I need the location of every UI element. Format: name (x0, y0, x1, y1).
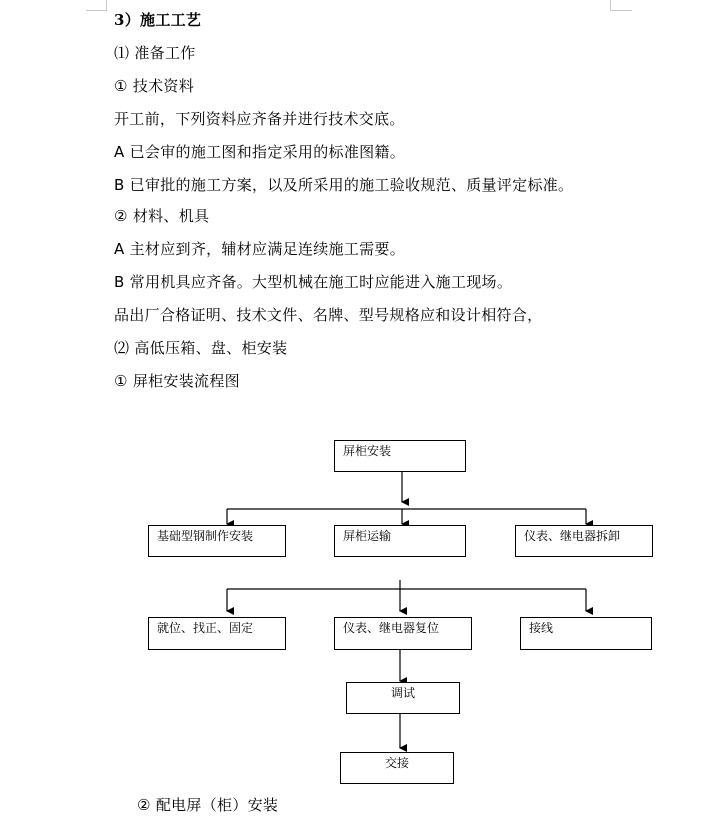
item-flowchart-title: ① 屏柜安装流程图 (114, 372, 240, 390)
item-tech-docs: ① 技术资料 (114, 77, 195, 95)
list-item-a-drawings: A 已会审的施工图和指定采用的标准图籍。 (114, 143, 406, 161)
section-heading: 3）施工工艺 (114, 11, 202, 29)
paragraph-intro: 开工前，下列资料应齐备并进行技术交底。 (114, 110, 405, 128)
item-switchgear-install: ② 配电屏（柜）安装 (137, 796, 279, 814)
flow-node-wiring: 接线 (520, 617, 652, 650)
flow-node-debug: 调试 (346, 682, 460, 714)
list-item-b-plan: B 已审批的施工方案，以及所采用的施工验收规范、质量评定标准。 (114, 176, 574, 194)
list-item-a-materials: A 主材应到齐，辅材应满足连续施工需要。 (114, 240, 406, 258)
flow-node-start: 屏柜安装 (334, 440, 466, 472)
flow-node-remove-instruments: 仪表、继电器拆卸 (515, 525, 653, 557)
list-item-b-tools: B 常用机具应齐备。大型机械在施工时应能进入施工现场。 (114, 273, 513, 291)
flow-node-handover: 交接 (340, 752, 454, 784)
item-materials-tools: ② 材料、机具 (114, 207, 210, 225)
subsection-cabinet-install: ⑵ 高低压箱、盘、柜安装 (114, 339, 288, 357)
flow-node-transport: 屏柜运输 (334, 525, 466, 557)
flow-node-base-steel: 基础型钢制作安装 (148, 525, 286, 557)
subsection-prep-work: ⑴ 准备工作 (114, 44, 196, 62)
paragraph-certificates: 品出厂合格证明、技术文件、名牌、型号规格应和设计相符合， (114, 306, 543, 324)
flow-node-restore-instruments: 仪表、继电器复位 (334, 617, 472, 650)
flow-node-position-fix: 就位、找正、固定 (148, 617, 286, 650)
